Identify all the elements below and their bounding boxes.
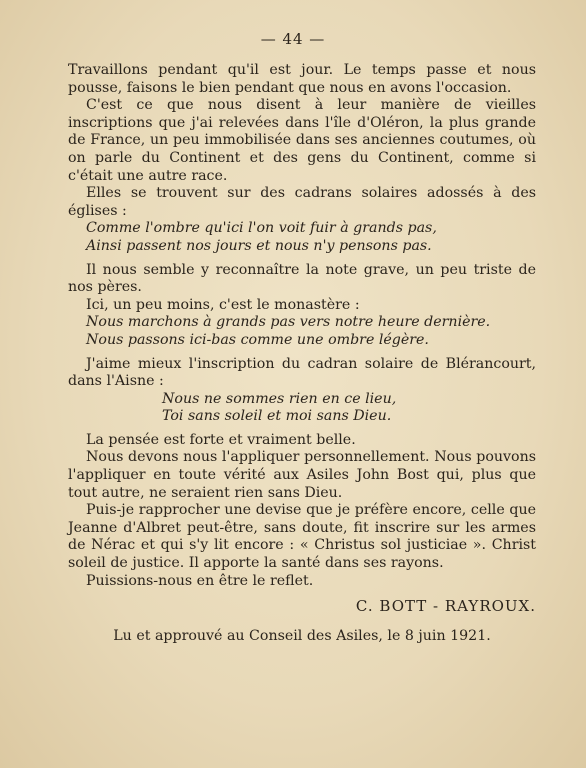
verse-line: Nous marchons à grands pas vers notre heure dernière. [86, 314, 491, 331]
approval-line: Lu et approuvé au Conseil des Asiles, le 8 juin 1921. [113, 627, 491, 644]
verse-line: Toi sans soleil et moi sans Dieu. [162, 408, 392, 425]
paragraph: Elles se trouvent sur des cadrans solaires adossés à des églises : [68, 185, 536, 219]
verse-line: Nous ne sommes rien en ce lieu, [162, 390, 397, 407]
body-text [68, 62, 536, 645]
paragraph: Puissions-nous en être le reflet. [86, 572, 314, 589]
verse-line: Comme l'ombre qu'ici l'on voit fuir à grands pas, [86, 220, 437, 237]
paragraph: Travaillons pendant qu'il est jour. Le temps passe et nous pousse, faisons le bien pendant que nous en avons l'occasion. [68, 62, 536, 96]
signature: C. BOTT - RAYROUX. [355, 597, 536, 616]
paragraph: Ici, un peu moins, c'est le monastère : [86, 296, 360, 313]
paragraph: La pensée est forte et vraiment belle. [86, 431, 356, 448]
paragraph: J'aime mieux l'inscription du cadran solaire de Blérancourt, dans l'Aisne : [68, 355, 536, 390]
verse-line: Nous passons ici-bas comme une ombre légère. [86, 331, 429, 348]
paragraph: Nous devons nous l'appliquer personnellement. Nous pouvons l'appliquer en toute vérité aux Asiles John Bost qui, plus que tout autre, ne seraient rien sans Dieu. [68, 449, 536, 501]
paragraph: Il nous semble y reconnaître la note grave, un peu triste de nos pères. [68, 261, 536, 296]
paragraph: Puis-je rapprocher une devise que je préfère encore, celle que Jeanne d'Albret peut-être, sans doute, fit inscrire sur les armes de Nérac et qui s'y lit encore : « Christus sol justiciae ». Christ soleil de justice. Il apporte la santé dans ses rayons. [68, 502, 536, 572]
verse-line: Ainsi passent nos jours et nous n'y pensons pas. [86, 237, 432, 254]
paragraph: C'est ce que nous disent à leur manière de vieilles inscriptions que j'ai relevées dans l'île d'Oléron, la plus grande de France, un peu immobilisée dans ses anciennes coutumes, où on parle du Continent et des gens du Continent, comme si c'était une autre race. [68, 97, 536, 184]
page-number: — 44 — [260, 30, 326, 48]
